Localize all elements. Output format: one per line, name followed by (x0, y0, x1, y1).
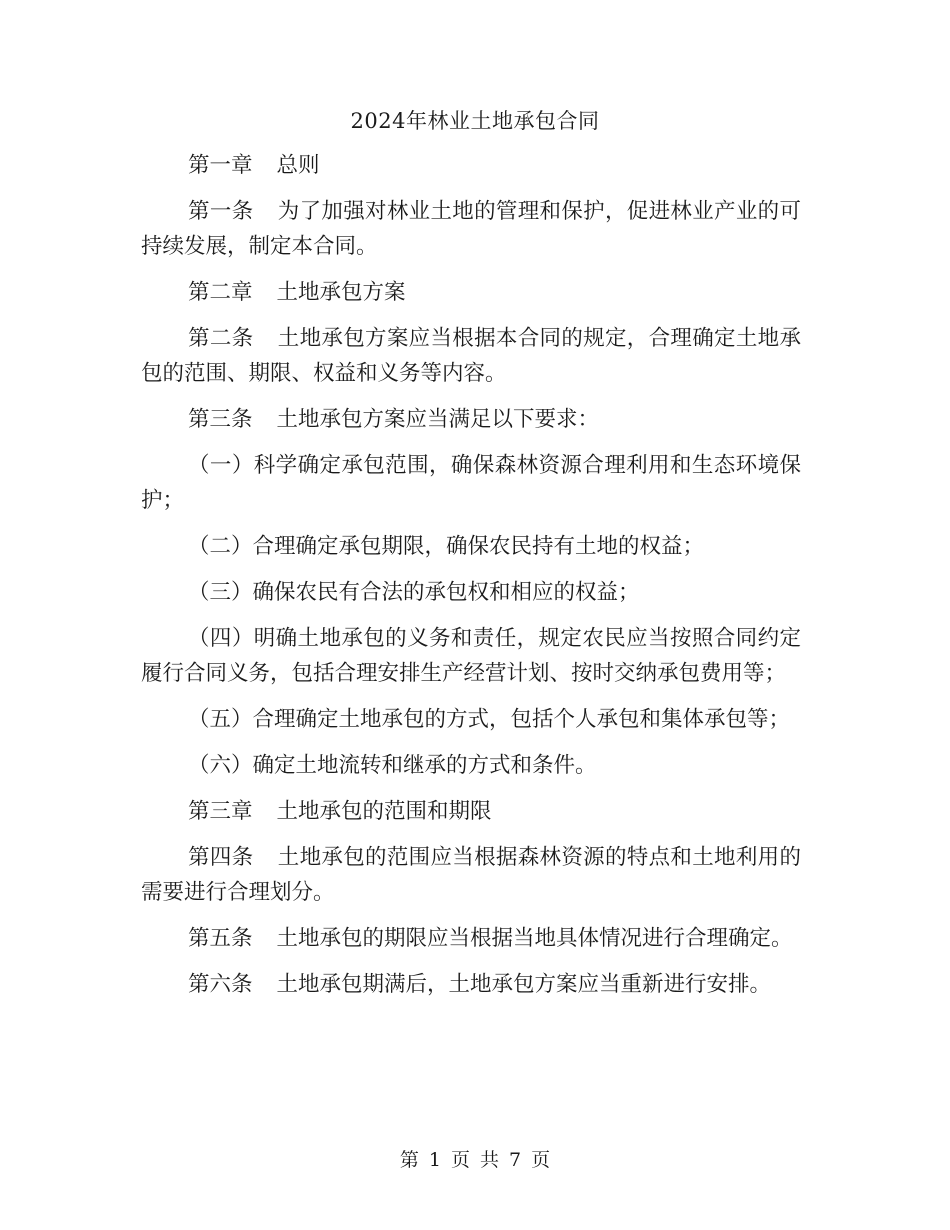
page-number-footer: 第 1 页 共 7 页 (399, 1149, 551, 1171)
paragraph-article-1 (141, 194, 801, 264)
paragraph-text: （五）合理确定土地承包的方式，包括个人承包和集体承包等； (188, 707, 791, 732)
paragraph-chapter-1 (141, 148, 801, 183)
list-item-1 (141, 448, 801, 518)
paragraph-head: 第六条 (188, 972, 253, 997)
paragraph-text: 土地承包方案应当满足以下要求： (276, 407, 600, 432)
list-item-5 (141, 702, 801, 737)
paragraph-article-2 (141, 321, 801, 391)
paragraph-head: 第一条 (188, 199, 254, 224)
paragraph-head: 第一章 (188, 153, 253, 178)
paragraph-article-5 (141, 921, 801, 956)
list-item-2 (141, 529, 801, 564)
document-title: 2024年林业土地承包合同 (350, 109, 600, 133)
paragraph-head: 第三条 (188, 407, 253, 432)
list-item-3 (141, 575, 801, 610)
paragraph-text: 为了加强对林业土地的管理和保护，促进林业产业的可持续发展，制定本合同。 (141, 199, 801, 259)
paragraph-head: 第三章 (188, 799, 253, 824)
paragraph-text: 土地承包方案 (276, 280, 406, 305)
paragraph-article-3 (141, 402, 801, 437)
paragraph-text: 土地承包期满后，土地承包方案应当重新进行安排。 (276, 972, 772, 997)
paragraph-chapter-2 (141, 275, 801, 310)
paragraph-text: 土地承包方案应当根据本合同的规定，合理确定土地承包的范围、期限、权益和义务等内容。 (141, 326, 801, 386)
paragraph-text: 土地承包的范围和期限 (276, 799, 492, 824)
paragraph-head: 第五条 (188, 926, 253, 951)
paragraph-text: 土地承包的期限应当根据当地具体情况进行合理确定。 (276, 926, 793, 951)
paragraph-article-4 (141, 840, 801, 910)
paragraph-text: （四）明确土地承包的义务和责任，规定农民应当按照合同约定履行合同义务，包括合理安排生产经营计划、按时交纳承包费用等； (141, 626, 801, 686)
list-item-4 (141, 621, 801, 691)
document-body (141, 148, 801, 1013)
paragraph-text: （二）合理确定承包期限，确保农民持有土地的权益； (188, 534, 705, 559)
list-item-6 (141, 748, 801, 783)
paragraph-text: （一）科学确定承包范围，确保森林资源合理利用和生态环境保护； (141, 453, 801, 513)
paragraph-text: （三）确保农民有合法的承包权和相应的权益； (188, 580, 640, 605)
paragraph-text: 土地承包的范围应当根据森林资源的特点和土地利用的需要进行合理划分。 (141, 845, 801, 905)
paragraph-head: 第二章 (188, 280, 253, 305)
paragraph-article-6 (141, 967, 801, 1002)
paragraph-chapter-3 (141, 794, 801, 829)
paragraph-text: （六）确定土地流转和继承的方式和条件。 (188, 753, 597, 778)
paragraph-head: 第四条 (188, 845, 254, 870)
paragraph-head: 第二条 (188, 326, 254, 351)
paragraph-text: 总则 (276, 153, 320, 178)
